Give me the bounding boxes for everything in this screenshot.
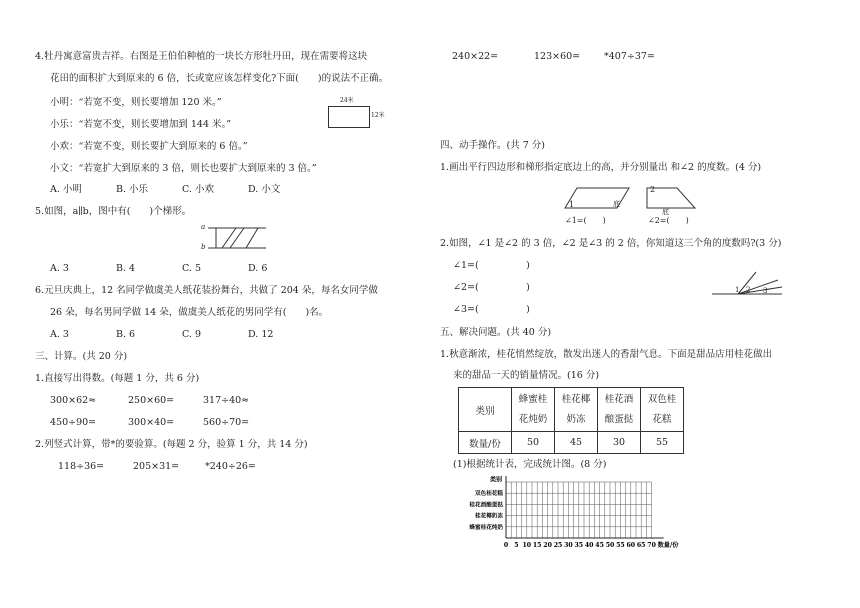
trapezoid-angle-label: 2 bbox=[650, 185, 656, 194]
parallelogram-angle-label: 1 bbox=[569, 200, 575, 209]
vertical-calc-row bbox=[58, 461, 256, 472]
calc-row-1 bbox=[50, 395, 249, 406]
angle-1-label: 1 bbox=[735, 286, 740, 294]
table-cell: 30 bbox=[598, 432, 641, 454]
q5-option-c[interactable]: C. 5 bbox=[182, 263, 202, 274]
q4-xiaohuan: 小欢：“若宽不变，则长要扩大到原来的 6 倍。” bbox=[50, 141, 248, 152]
table-cell: 45 bbox=[555, 432, 598, 454]
col-line2: 酿蛋挞 bbox=[604, 413, 634, 425]
q6-option-c[interactable]: C. 9 bbox=[182, 329, 202, 340]
table-header-label: 类别 bbox=[459, 388, 512, 432]
table-cell: 50 bbox=[512, 432, 555, 454]
x-tick-label: 60 bbox=[626, 542, 636, 549]
calc-item: 450÷90= bbox=[50, 417, 97, 428]
line-b-label: b bbox=[201, 243, 206, 251]
x-tick-label: 10 bbox=[522, 542, 532, 549]
x-tick-label: 55 bbox=[616, 542, 625, 549]
category-label: 桂花椰奶冻 bbox=[475, 513, 503, 520]
q4-xiaoming: 小明：“若宽不变，则长要增加 120 米。” bbox=[50, 97, 222, 108]
section3-part2-title: 2.列竖式计算，带*的要验算。(每题 2 分，验算 1 分，共 14 分) bbox=[35, 439, 308, 450]
q4-option-c[interactable]: C. 小欢 bbox=[182, 184, 214, 195]
calc-item: 300×62≈ bbox=[50, 395, 97, 406]
table-column-header bbox=[598, 388, 641, 432]
x-tick-label: 65 bbox=[636, 542, 646, 549]
section3-part1-title: 1.直接写出得数。(每题 1 分，共 6 分) bbox=[35, 373, 200, 384]
calc-item: 317÷40≈ bbox=[203, 395, 250, 406]
sales-table bbox=[458, 387, 684, 454]
q5-option-d[interactable]: D. 6 bbox=[248, 263, 268, 274]
calc-row-2 bbox=[50, 417, 249, 428]
calc-item: *407÷37= bbox=[604, 51, 655, 62]
q6-option-a[interactable]: A. 3 bbox=[50, 329, 69, 340]
q6-line2: 26 朵，每名男同学做 14 朵，做虞美人纸花的男同学有( )名。 bbox=[50, 307, 329, 318]
x-tick-label: 30 bbox=[564, 542, 573, 549]
q5-trapezoid-figure bbox=[200, 222, 270, 254]
field-rectangle bbox=[328, 106, 370, 128]
category-label: 双色桂花糕 bbox=[475, 491, 503, 498]
calc-item: 240×22= bbox=[452, 51, 499, 62]
angle-2-label: 2 bbox=[746, 286, 751, 294]
q5-option-b[interactable]: B. 4 bbox=[116, 263, 136, 274]
angle2-answer[interactable]: ∠2=( ) bbox=[453, 282, 530, 293]
section5-sub1: (1)根据统计表，完成统计图。(8 分) bbox=[453, 459, 607, 470]
col-line2: 花糕 bbox=[652, 413, 672, 425]
parallelogram-answer[interactable]: ∠1=( ) bbox=[565, 216, 606, 225]
table-column-header bbox=[641, 388, 684, 432]
field-length-label: 24米 bbox=[340, 97, 354, 104]
section4-title: 四、动手操作。(共 7 分) bbox=[440, 140, 545, 151]
col-line2: 奶冻 bbox=[566, 413, 586, 425]
section5-title: 五、解决问题。(共 40 分) bbox=[440, 327, 552, 338]
calc-item: 123×60= bbox=[534, 51, 581, 62]
calc-item: 205×31= bbox=[133, 461, 180, 472]
table-row-label: 数量/份 bbox=[459, 432, 512, 454]
col-line1: 双色桂 bbox=[647, 393, 677, 405]
x-tick-label: 25 bbox=[553, 542, 563, 549]
sales-bar-chart[interactable] bbox=[440, 476, 690, 560]
line-a-label: a bbox=[201, 223, 206, 231]
x-tick-label: 0 bbox=[503, 542, 509, 549]
calc-item: 250×60= bbox=[128, 395, 175, 406]
q4-xiaole: 小乐：“若宽不变，则长要增加到 144 米。” bbox=[50, 119, 232, 130]
x-tick-label: 45 bbox=[595, 542, 604, 549]
category-label: 桂花酒酿蛋挞 bbox=[469, 502, 503, 509]
q6-options bbox=[50, 329, 273, 340]
x-tick-label: 40 bbox=[584, 542, 594, 549]
x-tick-label: 15 bbox=[532, 542, 542, 549]
calc-item: 560÷70= bbox=[203, 417, 250, 428]
q5-option-a[interactable]: A. 3 bbox=[50, 263, 69, 274]
x-tick-label: 5 bbox=[514, 542, 519, 549]
parallelogram-base-label: 底 bbox=[613, 200, 620, 208]
x-tick-label: 50 bbox=[605, 542, 615, 549]
q4-options bbox=[50, 184, 280, 195]
q4-line2: 花田的面积扩大到原来的 6 倍，长或宽应该怎样变化?下面( )的说法不正确。 bbox=[50, 73, 389, 84]
x-tick-label: 35 bbox=[574, 542, 584, 549]
q5-text: 5.如图，a∥b，图中有( )个梯形。 bbox=[35, 206, 192, 217]
calc-item: *240÷26= bbox=[205, 461, 256, 472]
q6-option-d[interactable]: D. 12 bbox=[248, 329, 274, 340]
q4-option-d[interactable]: D. 小文 bbox=[248, 184, 281, 195]
col-line1: 桂花酒 bbox=[604, 393, 634, 405]
q4-line1: 4.牡丹寓意富贵吉祥。右图是王伯伯种植的一块长方形牡丹田，现在需要将这块 bbox=[35, 51, 368, 62]
col-line1: 桂花椰 bbox=[561, 393, 591, 405]
table-cell: 55 bbox=[641, 432, 684, 454]
section5-q1-line1: 1.秋意渐浓，桂花悄然绽放，散发出迷人的香甜气息。下面是甜品店用桂花做出 bbox=[440, 349, 773, 360]
category-label: 蜂蜜桂花炖奶 bbox=[469, 524, 503, 531]
q6-line1: 6.元旦庆典上，12 名同学做虞美人纸花装扮舞台，共做了 204 朵，每名女同学做 bbox=[35, 285, 378, 296]
parallelogram-figure bbox=[565, 186, 635, 210]
top-right-calc-row bbox=[452, 51, 655, 62]
section3-title: 三、计算。(共 20 分) bbox=[35, 351, 128, 362]
calc-item: 300×40= bbox=[128, 417, 175, 428]
section4-q2: 2.如图，∠1 是∠2 的 3 倍，∠2 是∠3 的 2 倍，你知道这三个角的度数吗?(3 分) bbox=[440, 238, 782, 249]
table-column-header bbox=[512, 388, 555, 432]
q4-option-b[interactable]: B. 小乐 bbox=[116, 184, 149, 195]
col-line1: 蜂蜜桂 bbox=[518, 393, 548, 405]
trapezoid-base-label: 底 bbox=[662, 208, 669, 216]
section4-q1: 1.画出平行四边形和梯形指定底边上的高，并分别量出 和∠2 的度数。(4 分) bbox=[440, 162, 762, 173]
x-tick-label: 20 bbox=[543, 542, 552, 549]
trapezoid-answer[interactable]: ∠2=( ) bbox=[648, 216, 689, 225]
q6-option-b[interactable]: B. 6 bbox=[116, 329, 136, 340]
x-axis-title: 数量/份 bbox=[657, 542, 679, 549]
field-width-label: 12米 bbox=[371, 112, 385, 119]
q5-options bbox=[50, 263, 267, 274]
x-tick-label: 70 bbox=[647, 542, 656, 549]
angle1-answer[interactable]: ∠1=( ) bbox=[453, 260, 530, 271]
table-column-header bbox=[555, 388, 598, 432]
y-axis-title: 类别 bbox=[489, 476, 502, 484]
section5-q1-line2: 来的甜品一天的销量情况。(16 分) bbox=[453, 370, 600, 381]
q4-xiaowen: 小文：“若宽扩大到原来的 3 倍，则长也要扩大到原来的 3 倍。” bbox=[50, 163, 317, 174]
col-line2: 花炖奶 bbox=[518, 413, 548, 425]
q4-option-a[interactable]: A. 小明 bbox=[50, 184, 82, 195]
angle3-answer[interactable]: ∠3=( ) bbox=[453, 304, 530, 315]
angle-3-label: 3 bbox=[763, 287, 768, 295]
calc-item: 118÷36= bbox=[58, 461, 105, 472]
